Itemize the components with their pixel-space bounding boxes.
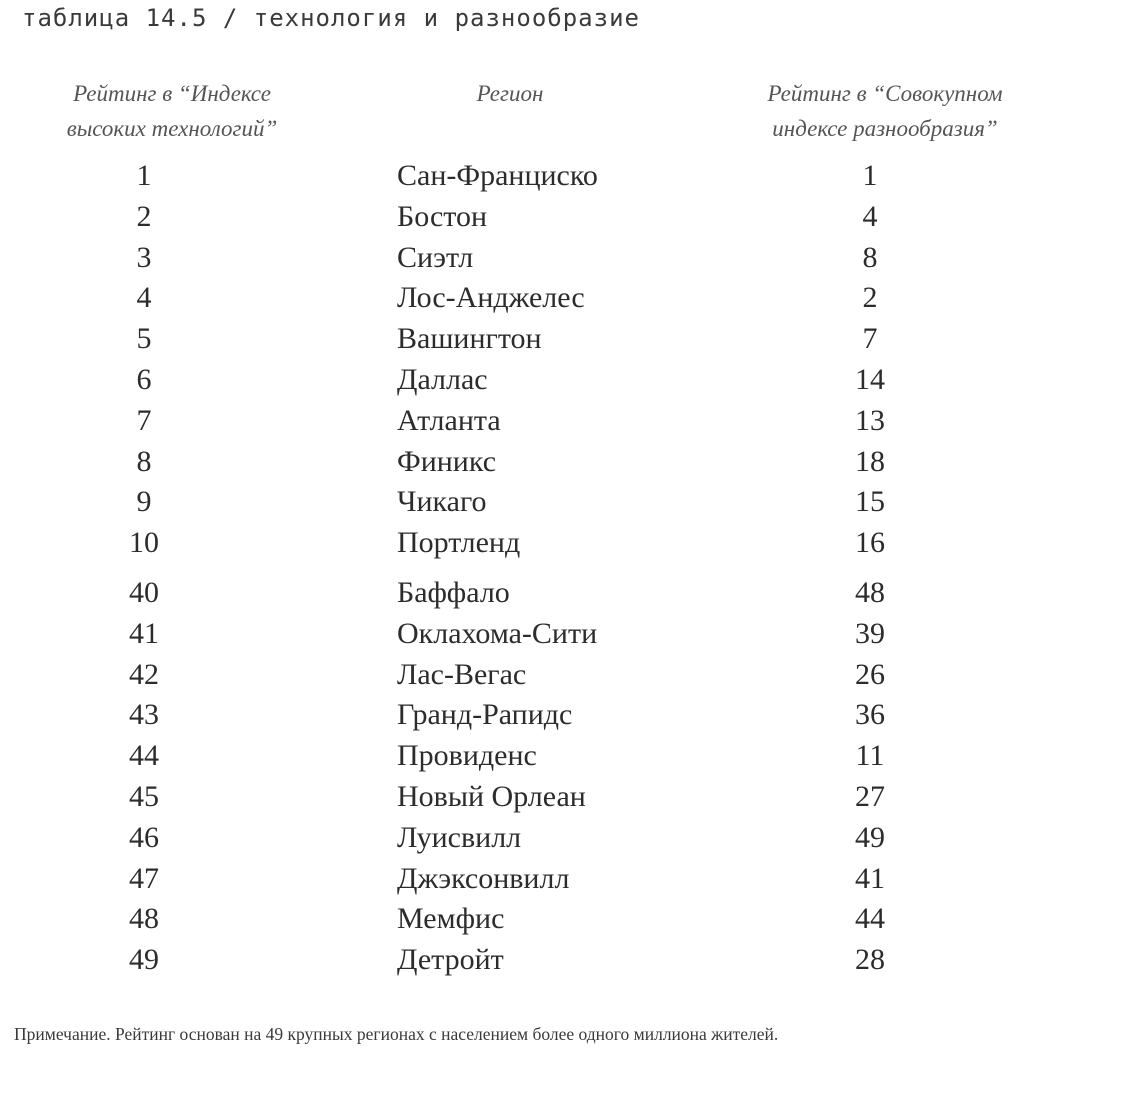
diversity-rank-cell: 28 bbox=[855, 943, 885, 977]
diversity-rank-cell: 27 bbox=[855, 779, 885, 813]
tech-rank-cell: 5 bbox=[136, 322, 152, 356]
region-cell: Лас-Вегас bbox=[397, 657, 527, 691]
table-row bbox=[0, 360, 1132, 401]
tech-rank-cell: 6 bbox=[136, 362, 152, 396]
table-row bbox=[0, 442, 1132, 483]
diversity-rank-cell: 16 bbox=[855, 526, 885, 560]
diversity-rank-cell: 49 bbox=[855, 820, 885, 854]
tech-rank-cell: 43 bbox=[129, 698, 159, 732]
tech-rank-cell: 4 bbox=[136, 281, 152, 315]
diversity-rank-cell: 1 bbox=[862, 159, 878, 192]
diversity-rank-cell: 8 bbox=[862, 240, 878, 274]
table-note: Примечание. Рейтинг основан на 49 крупных регионах с населением более одного миллиона жителей. bbox=[14, 1024, 779, 1044]
header-tech-rank-line2: высоких технологий” bbox=[66, 116, 278, 141]
table-row bbox=[0, 899, 1132, 940]
region-cell: Оклахома-Сити bbox=[397, 616, 598, 650]
region-cell: Детройт bbox=[397, 943, 504, 977]
tech-rank-cell: 46 bbox=[129, 820, 159, 854]
table-row bbox=[0, 401, 1132, 442]
diversity-rank-cell: 41 bbox=[855, 861, 885, 895]
table-row bbox=[0, 614, 1132, 655]
diversity-rank-cell: 26 bbox=[855, 657, 885, 691]
header-tech-rank-line1: Рейтинг в “Индексе bbox=[73, 81, 271, 106]
header-region-label: Регион bbox=[476, 81, 544, 106]
table-row bbox=[0, 523, 1132, 564]
table-row bbox=[0, 940, 1132, 981]
table-row bbox=[0, 695, 1132, 736]
table-row bbox=[0, 859, 1132, 900]
region-cell: Мемфис bbox=[397, 902, 505, 936]
diversity-rank-cell: 7 bbox=[862, 322, 878, 356]
region-cell: Атланта bbox=[397, 403, 501, 437]
tech-rank-cell: 1 bbox=[136, 159, 152, 192]
tech-rank-cell: 2 bbox=[136, 199, 152, 233]
table-row bbox=[0, 777, 1132, 818]
region-cell: Провиденс bbox=[397, 739, 537, 773]
region-cell: Новый Орлеан bbox=[397, 779, 586, 813]
table-row bbox=[0, 238, 1132, 279]
diversity-rank-cell: 36 bbox=[855, 698, 885, 732]
region-cell: Гранд-Рапидс bbox=[397, 698, 573, 732]
region-cell: Сиэтл bbox=[397, 240, 474, 274]
tech-rank-cell: 10 bbox=[129, 526, 159, 560]
table-row bbox=[0, 319, 1132, 360]
region-cell: Лос-Анджелес bbox=[397, 281, 585, 315]
diversity-rank-cell: 14 bbox=[855, 362, 885, 396]
diversity-rank-cell: 15 bbox=[855, 485, 885, 519]
table-row bbox=[0, 736, 1132, 777]
tech-rank-cell: 40 bbox=[129, 575, 159, 609]
diversity-rank-cell: 13 bbox=[855, 403, 885, 437]
region-cell: Финикс bbox=[397, 444, 497, 478]
tech-rank-cell: 8 bbox=[136, 444, 152, 478]
diversity-rank-cell: 18 bbox=[855, 444, 885, 478]
table-row bbox=[0, 278, 1132, 319]
tech-rank-cell: 45 bbox=[129, 779, 159, 813]
region-cell: Сан-Франциско bbox=[397, 159, 598, 192]
diversity-rank-cell: 11 bbox=[855, 739, 885, 773]
region-cell: Бостон bbox=[397, 199, 488, 233]
table-row bbox=[0, 655, 1132, 696]
diversity-rank-cell: 4 bbox=[862, 199, 878, 233]
table-row bbox=[0, 482, 1132, 523]
tech-rank-cell: 9 bbox=[136, 485, 152, 519]
table-body bbox=[0, 156, 1132, 981]
tech-rank-cell: 3 bbox=[136, 240, 152, 274]
tech-rank-cell: 48 bbox=[129, 902, 159, 936]
tech-rank-cell: 41 bbox=[129, 616, 159, 650]
tech-rank-cell: 7 bbox=[136, 403, 152, 437]
tech-rank-cell: 47 bbox=[129, 861, 159, 895]
region-cell: Баффало bbox=[397, 575, 510, 609]
header-tech-rank bbox=[22, 76, 322, 146]
header-region bbox=[420, 76, 600, 111]
region-cell: Вашингтон bbox=[397, 322, 542, 356]
region-cell: Чикаго bbox=[397, 485, 487, 519]
diversity-rank-cell: 39 bbox=[855, 616, 885, 650]
tech-rank-cell: 42 bbox=[129, 657, 159, 691]
tech-rank-cell: 44 bbox=[129, 739, 159, 773]
tech-rank-cell: 49 bbox=[129, 943, 159, 977]
header-diversity-rank bbox=[720, 76, 1050, 146]
diversity-rank-cell: 48 bbox=[855, 575, 885, 609]
region-cell: Даллас bbox=[397, 362, 488, 396]
table-row bbox=[0, 156, 1132, 197]
diversity-rank-cell: 44 bbox=[855, 902, 885, 936]
region-cell: Джэксонвилл bbox=[397, 861, 570, 895]
region-cell: Луисвилл bbox=[397, 820, 522, 854]
diversity-rank-cell: 2 bbox=[862, 281, 878, 315]
table-row bbox=[0, 818, 1132, 859]
header-diversity-rank-line2: индексе разнообразия” bbox=[772, 116, 998, 141]
table-row bbox=[0, 197, 1132, 238]
table-title: таблица 14.5 / технология и разнообразие bbox=[22, 4, 640, 32]
table-row bbox=[0, 573, 1132, 614]
header-diversity-rank-line1: Рейтинг в “Совокупном bbox=[767, 81, 1003, 106]
region-cell: Портленд bbox=[397, 526, 521, 560]
